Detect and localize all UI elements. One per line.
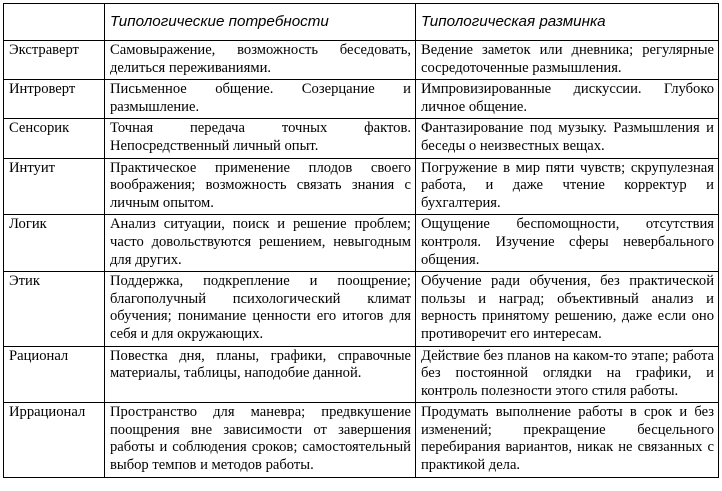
header-needs: Типологические потребности <box>105 4 416 41</box>
row-warmup: Действие без планов на каком-то этапе; работа без постоянной оглядки на графики, и контроль полезности этого стиля работы. <box>416 346 719 403</box>
table-row <box>4 158 719 215</box>
table-row <box>4 403 719 477</box>
table-row <box>4 215 719 272</box>
row-type: Этик <box>4 272 105 346</box>
row-warmup: Ведение заметок или дневника; регулярные сосредоточенные размышления. <box>416 41 719 80</box>
row-needs: Точная передача точных фактов. Непосредственный личный опыт. <box>105 119 416 158</box>
row-type: Экстраверт <box>4 41 105 80</box>
row-needs: Практическое применение плодов своего воображения; возможность связать знания с личным опытом. <box>105 158 416 215</box>
table-body <box>4 4 719 478</box>
row-type: Рационал <box>4 346 105 403</box>
table-row <box>4 272 719 346</box>
row-needs: Поддержка, подкрепление и поощрение; благополучный психологический климат обучения; понимание ценности его итогов для себя и для окружающих. <box>105 272 416 346</box>
header-corner-cell <box>4 4 105 41</box>
row-needs: Повестка дня, планы, графики, справочные материалы, таблицы, наподобие данной. <box>105 346 416 403</box>
row-type: Иррационал <box>4 403 105 477</box>
row-type: Интуит <box>4 158 105 215</box>
row-type: Интроверт <box>4 80 105 119</box>
row-warmup: Погружение в мир пяти чувств; скрупулезная работа, и даже чтение корректур и бухгалтерия. <box>416 158 719 215</box>
row-warmup: Импровизированные дискуссии. Глубоко личное общение. <box>416 80 719 119</box>
header-row <box>4 4 719 41</box>
typology-table <box>3 3 719 478</box>
table-row <box>4 80 719 119</box>
table-row <box>4 41 719 80</box>
row-warmup: Продумать выполнение работы в срок и без изменений; прекращение бесцельного перебирания вариантов, никак не связанных с практикой дела. <box>416 403 719 477</box>
row-needs: Самовыражение, возможность беседовать, делиться переживаниями. <box>105 41 416 80</box>
table-row <box>4 119 719 158</box>
row-warmup: Ощущение беспомощности, отсутствия контроля. Изучение сферы невербального общения. <box>416 215 719 272</box>
table-row <box>4 346 719 403</box>
row-type: Логик <box>4 215 105 272</box>
row-type: Сенсорик <box>4 119 105 158</box>
row-needs: Письменное общение. Созерцание и размышление. <box>105 80 416 119</box>
row-needs: Пространство для маневра; предвкушение поощрения вне зависимости от завершения работы и соблюдения сроков; самостоятельный выбор темпов и методов работы. <box>105 403 416 477</box>
row-warmup: Обучение ради обучения, без практической пользы и наград; объективный анализ и верность принятому решению, даже если оно противоречит его интересам. <box>416 272 719 346</box>
row-needs: Анализ ситуации, поиск и решение проблем; часто довольствуются решением, невыгодным для других. <box>105 215 416 272</box>
header-warmup: Типологическая разминка <box>416 4 719 41</box>
row-warmup: Фантазирование под музыку. Размышления и беседы о неизвестных вещах. <box>416 119 719 158</box>
